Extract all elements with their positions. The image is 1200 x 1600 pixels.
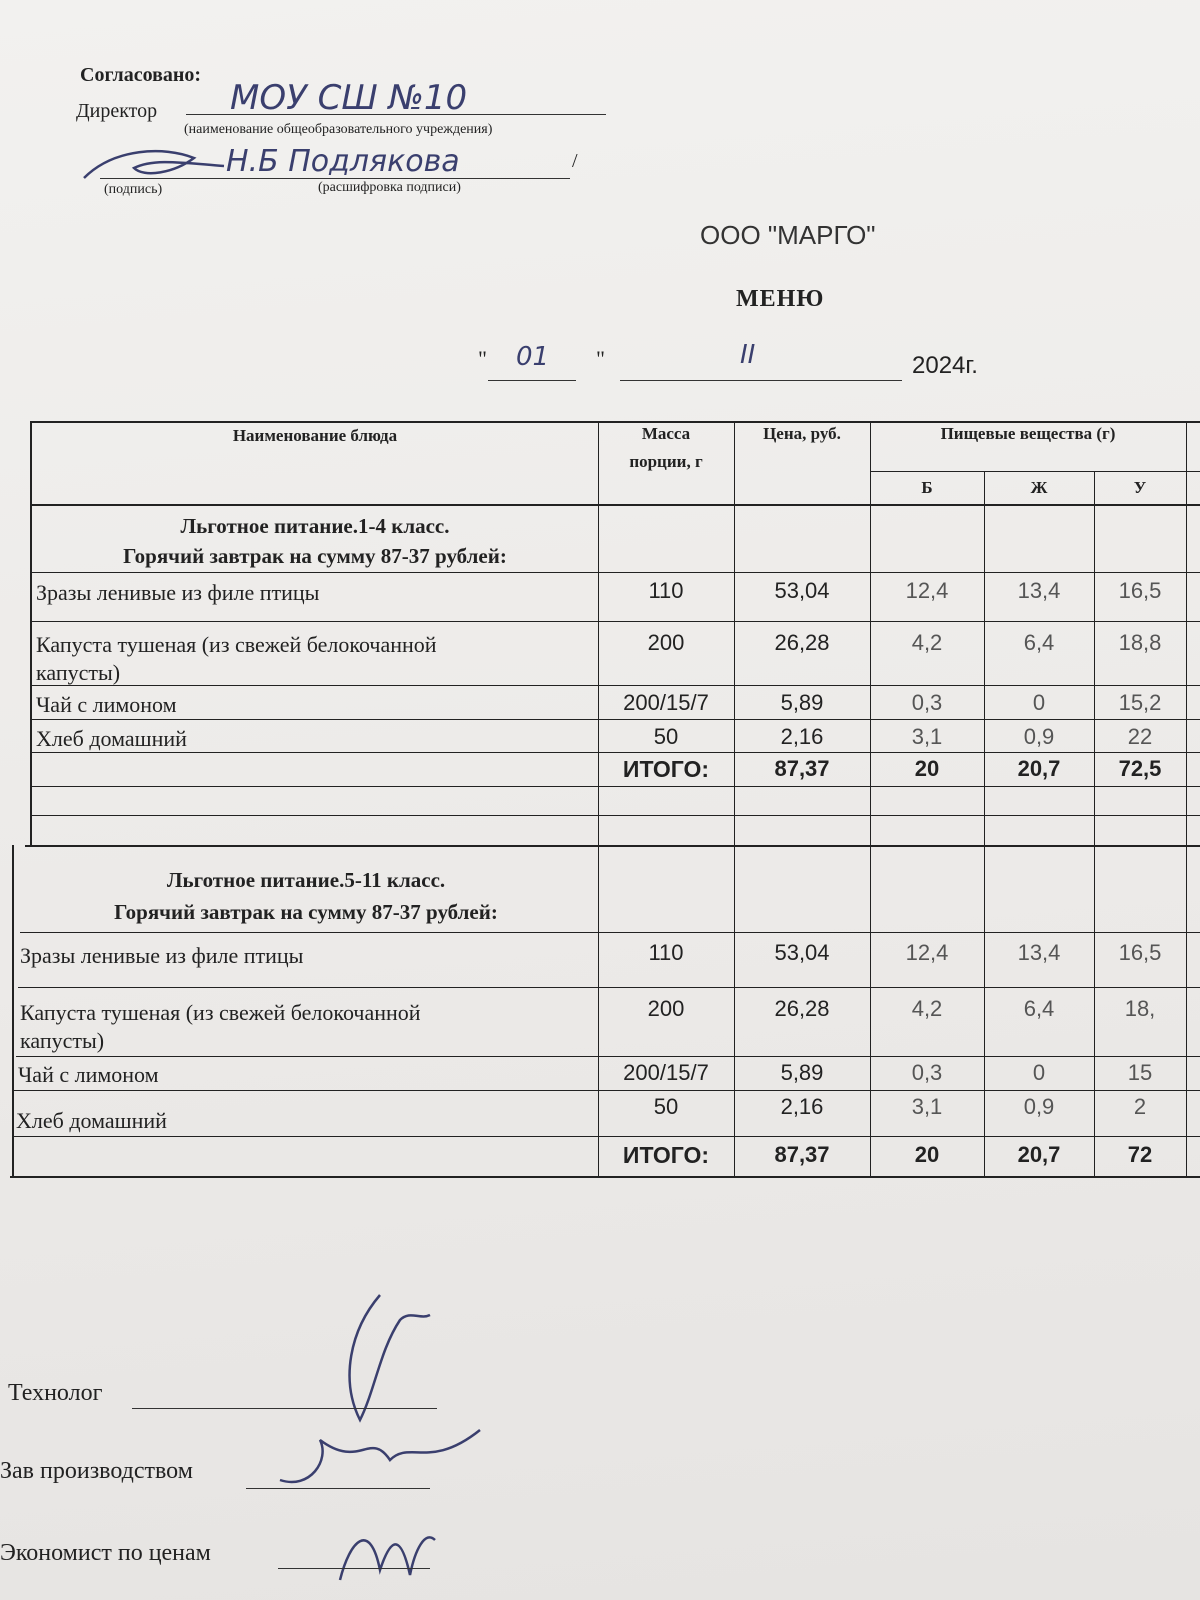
section1-title-2: Горячий завтрак на сумму 87-37 рублей: — [123, 544, 507, 568]
director-label: Директор — [76, 100, 158, 122]
cell-b: 12,4 — [905, 940, 949, 965]
menu-title: МЕНЮ — [736, 286, 825, 312]
production-head-line — [246, 1464, 430, 1489]
cell-price: 2,16 — [780, 724, 824, 749]
date-year: 2024г. — [912, 352, 978, 379]
cell-u: 18, — [1124, 996, 1156, 1021]
cell-mass: 200/15/7 — [623, 690, 709, 715]
table-row-name-cont: капусты) — [20, 1028, 105, 1053]
technologist-label: Технолог — [8, 1380, 103, 1406]
cell-mass: 110 — [648, 578, 684, 603]
table-row-name-cont: капусты) — [36, 660, 121, 685]
table-row-name: Чай с лимоном — [36, 692, 177, 717]
technologist-line — [132, 1384, 437, 1409]
cell-price: 5,89 — [780, 1060, 824, 1085]
signature-caption: (подпись) — [104, 182, 163, 197]
header-b: Б — [921, 478, 933, 497]
table-row-name: Хлеб домашний — [36, 726, 187, 751]
director-value: МОУ СШ №10 — [230, 78, 468, 118]
cell-zh: 0 — [1032, 690, 1046, 715]
cell-zh: 0 — [1032, 1060, 1046, 1085]
cell-mass: 200/15/7 — [623, 1060, 709, 1085]
technologist-signature-icon — [320, 1290, 440, 1440]
table-row-name: Зразы ленивые из филе птицы — [20, 943, 304, 968]
header-name: Наименование блюда — [232, 426, 398, 445]
economist-line — [278, 1544, 430, 1569]
header-mass-1: Масса — [641, 424, 691, 443]
cell-price: 26,28 — [774, 996, 830, 1021]
economist-label: Экономист по ценам — [0, 1540, 211, 1566]
total-price: 87,37 — [774, 1142, 830, 1167]
cell-u: 22 — [1127, 724, 1153, 749]
cell-zh: 6,4 — [1023, 996, 1055, 1021]
cell-price: 53,04 — [774, 940, 830, 965]
cell-b: 0,3 — [911, 690, 943, 715]
header-nutrients: Пищевые вещества (г) — [940, 424, 1116, 443]
header-u: У — [1133, 478, 1147, 497]
table-row-name: Хлеб домашний — [16, 1108, 167, 1133]
total-label: ИТОГО: — [622, 1142, 710, 1168]
total-price: 87,37 — [774, 756, 830, 781]
cell-zh: 0,9 — [1023, 1094, 1055, 1119]
cell-mass: 110 — [648, 940, 684, 965]
table-row-name: Зразы ленивые из филе птицы — [36, 580, 320, 605]
section2-title-1: Льготное питание.5-11 класс. — [166, 868, 446, 892]
cell-price: 2,16 — [780, 1094, 824, 1119]
cell-b: 4,2 — [911, 996, 943, 1021]
cell-b: 12,4 — [905, 578, 949, 603]
cell-u: 2 — [1133, 1094, 1147, 1119]
cell-price: 26,28 — [774, 630, 830, 655]
cell-u: 16,5 — [1118, 940, 1162, 965]
cell-b: 4,2 — [911, 630, 943, 655]
total-b: 20 — [914, 1142, 940, 1167]
section1-title-1: Льготное питание.1-4 класс. — [180, 514, 450, 538]
date-day: 01 — [516, 342, 550, 372]
total-label: ИТОГО: — [622, 756, 710, 782]
cell-price: 5,89 — [780, 690, 824, 715]
header-price: Цена, руб. — [763, 424, 841, 443]
cell-mass: 50 — [653, 724, 679, 749]
date-open-quote: " — [478, 346, 487, 371]
cell-mass: 200 — [647, 996, 685, 1021]
cell-u: 15,2 — [1118, 690, 1162, 715]
cell-u: 15 — [1127, 1060, 1153, 1085]
cell-zh: 13,4 — [1017, 940, 1061, 965]
section2-title-2: Горячий завтрак на сумму 87-37 рублей: — [114, 900, 498, 924]
table-row-name: Капуста тушеная (из свежей белокочанной — [36, 632, 437, 657]
header-mass-2: порции, г — [629, 452, 703, 471]
total-u: 72,5 — [1118, 756, 1162, 781]
total-u: 72 — [1127, 1142, 1153, 1167]
cell-u: 18,8 — [1118, 630, 1162, 655]
approval-heading: Согласовано: — [80, 64, 202, 86]
cell-b: 3,1 — [911, 724, 943, 749]
table-row-name: Чай с лимоном — [18, 1062, 159, 1087]
header-zh: Ж — [1030, 478, 1048, 497]
cell-u: 16,5 — [1118, 578, 1162, 603]
cell-b: 0,3 — [911, 1060, 943, 1085]
cell-mass: 50 — [653, 1094, 679, 1119]
production-head-label: Зав производством — [0, 1458, 193, 1484]
table-row-name: Капуста тушеная (из свежей белокочанной — [20, 1000, 421, 1025]
decode-caption: (расшифровка подписи) — [318, 180, 461, 195]
cell-zh: 6,4 — [1023, 630, 1055, 655]
date-month: II — [740, 340, 756, 370]
company-name: ООО "МАРГО" — [700, 220, 876, 250]
cell-b: 3,1 — [911, 1094, 943, 1119]
cell-price: 53,04 — [774, 578, 830, 603]
date-close-quote: " — [596, 346, 605, 371]
total-b: 20 — [914, 756, 940, 781]
institution-caption: (наименование общеобразовательного учреждения) — [184, 122, 493, 137]
cell-zh: 13,4 — [1017, 578, 1061, 603]
cell-mass: 200 — [647, 630, 685, 655]
total-zh: 20,7 — [1017, 756, 1061, 781]
cell-zh: 0,9 — [1023, 724, 1055, 749]
signature-name: Н.Б Подлякова — [226, 144, 460, 179]
total-zh: 20,7 — [1017, 1142, 1061, 1167]
